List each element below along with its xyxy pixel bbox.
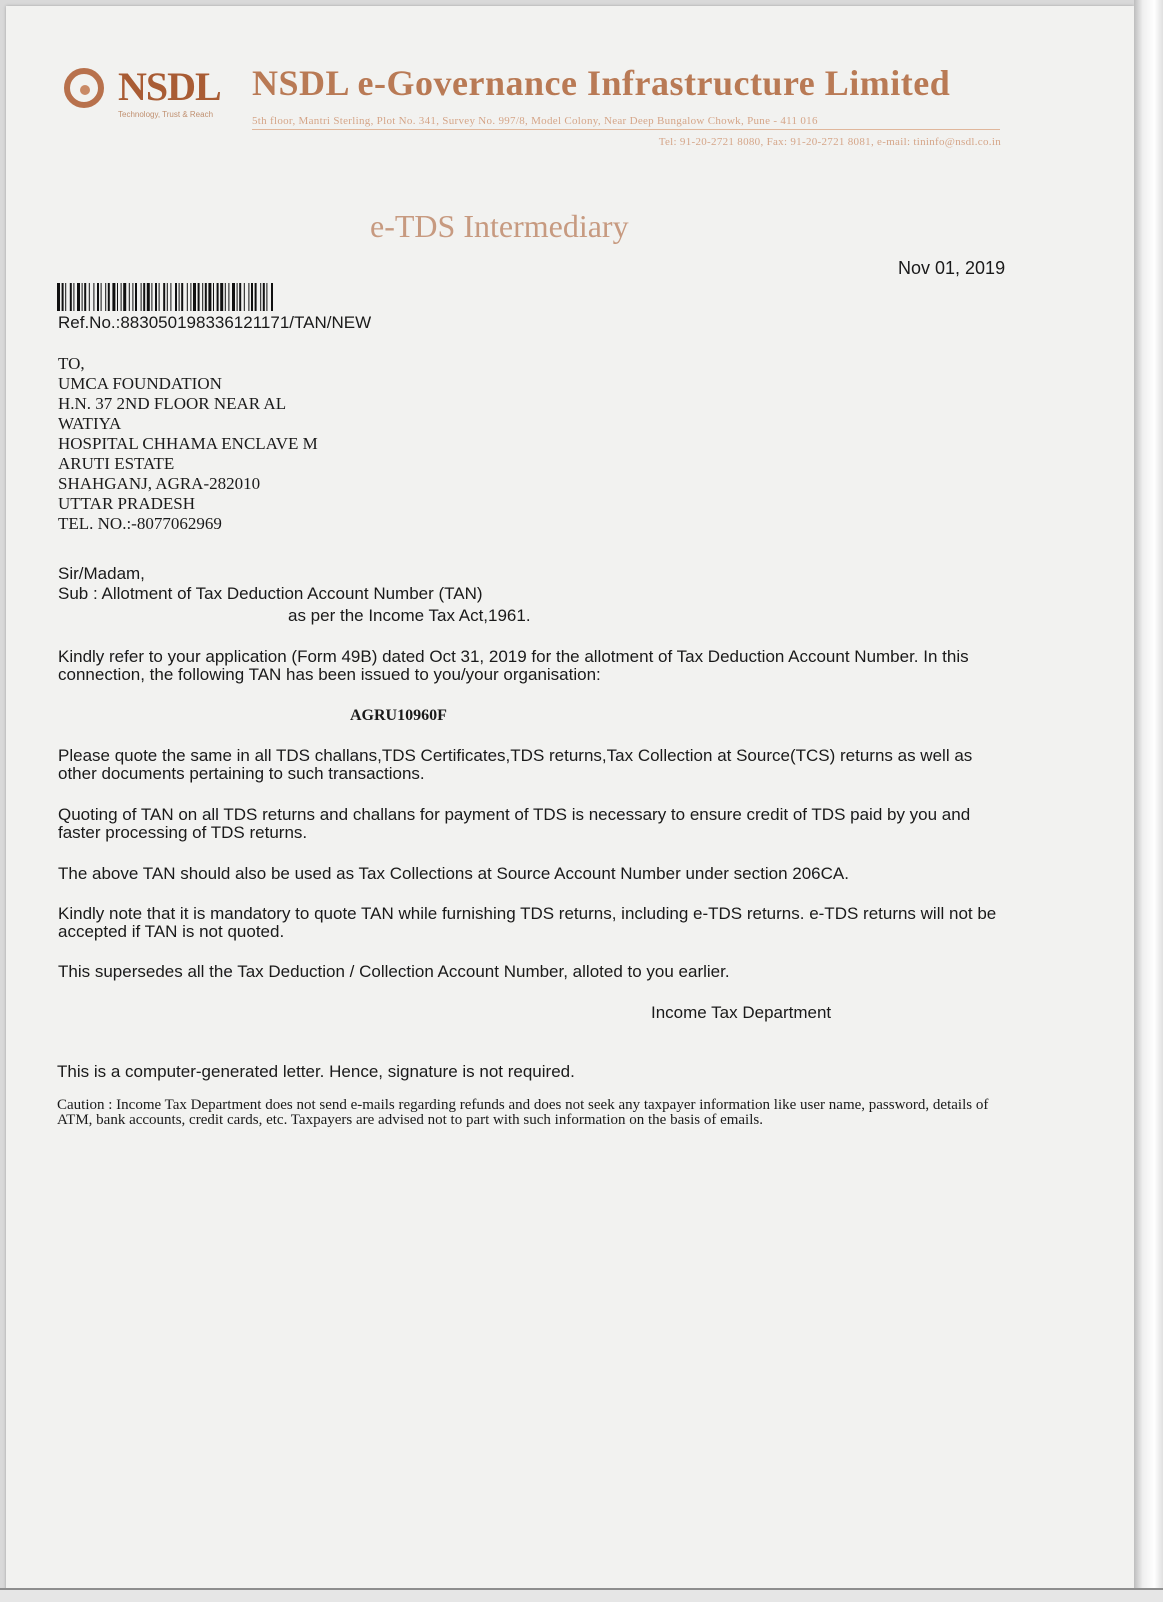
signatory: Income Tax Department — [651, 1003, 832, 1022]
nsdl-emblem-icon — [60, 66, 116, 112]
letterhead-address: 5th floor, Mantri Sterling, Plot No. 341, Survey No. 997/8, Model Colony, Near Deep Bungalow Chowk, Pune - 411 016 — [252, 115, 1000, 130]
paragraph-tcs: The above TAN should also be used as Tax Collections at Source Account Number under section 206CA. — [58, 864, 849, 883]
paragraph-quoting: Quoting of TAN on all TDS returns and challans for payment of TDS is necessary to ensure credit of TDS paid by you and faster processing of TDS returns. — [58, 805, 971, 842]
letter-date: Nov 01, 2019 — [898, 258, 1006, 278]
address-line: WATIYA — [58, 414, 122, 433]
recipient-address — [58, 354, 318, 534]
nsdl-logo — [60, 66, 235, 126]
address-line: H.N. 37 2ND FLOOR NEAR AL — [58, 394, 287, 413]
paragraph-quote: Please quote the same in all TDS challans,TDS Certificates,TDS returns,Tax Collection at Source(TCS) returns as well as other documents pertaining to such transactions. — [58, 746, 973, 783]
subject-line: Sub : Allotment of Tax Deduction Account Number (TAN) — [58, 584, 483, 603]
company-name: NSDL e-Governance Infrastructure Limited — [252, 63, 951, 103]
computer-generated-note: This is a computer-generated letter. Hence, signature is not required. — [57, 1062, 575, 1081]
scan-edge-right — [1134, 0, 1163, 1600]
address-line: ARUTI ESTATE — [58, 454, 175, 473]
logo-tagline: Technology, Trust & Reach — [118, 110, 214, 119]
reference-number: Ref.No.:883050198336121171/TAN/NEW — [58, 313, 372, 332]
logo-text: NSDL — [118, 64, 221, 109]
address-line: TEL. NO.:-8077062969 — [58, 514, 222, 533]
subject-continuation: as per the Income Tax Act,1961. — [288, 606, 531, 625]
address-line: UMCA FOUNDATION — [58, 374, 222, 393]
letterhead-contact: Tel: 91-20-2721 8080, Fax: 91-20-2721 8081, e-mail: tininfo@nsdl.co.in — [658, 136, 1001, 148]
letterhead-subtitle: e-TDS Intermediary — [370, 208, 629, 244]
paragraph-mandatory: Kindly note that it is mandatory to quote TAN while furnishing TDS returns, including e-TDS returns. e-TDS returns will not be accepted if TAN is not quoted. — [58, 904, 997, 941]
barcode-icon — [57, 283, 425, 311]
address-line: UTTAR PRADESH — [58, 494, 196, 513]
caution-note: Caution : Income Tax Department does not send e-mails regarding refunds and does not seek any taxpayer information like user name, password, details of ATM, bank accounts, credit cards, etc. Taxpayers are advised not to part with such information on the basis of emails. — [57, 1097, 989, 1128]
salutation: Sir/Madam, — [58, 564, 145, 583]
paragraph-supersedes: This supersedes all the Tax Deduction / Collection Account Number, alloted to you earlier. — [58, 962, 730, 981]
paragraph-application: Kindly refer to your application (Form 49B) dated Oct 31, 2019 for the allotment of Tax Deduction Account Number. In this connection, the following TAN has been issued to you/your organisation: — [58, 647, 969, 684]
address-line: TO, — [58, 354, 85, 373]
address-line: SHAHGANJ, AGRA-282010 — [58, 474, 261, 493]
tan-number: AGRU10960F — [350, 707, 447, 724]
address-line: HOSPITAL CHHAMA ENCLAVE M — [58, 434, 318, 453]
